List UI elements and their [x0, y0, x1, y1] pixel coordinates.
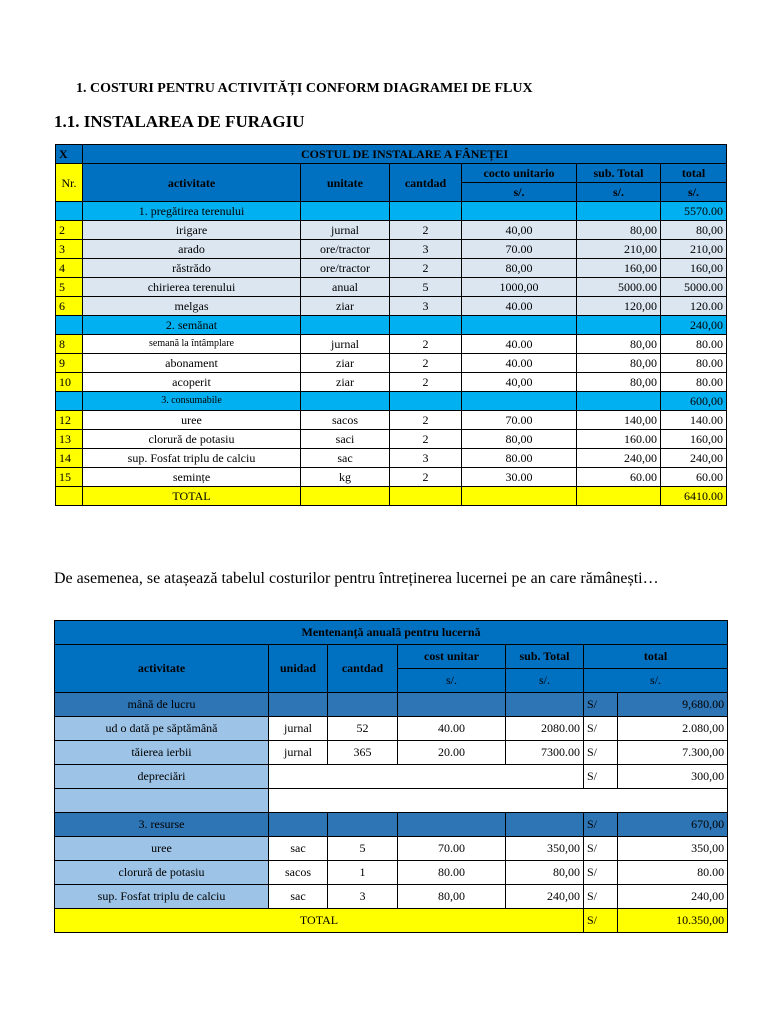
table-row [56, 297, 727, 316]
row-unitate: saci [301, 430, 390, 449]
row-sub-total: 210,00 [577, 240, 661, 259]
table-row [56, 259, 727, 278]
row-currency: S/ [584, 861, 618, 885]
row-sub-total: 240,00 [577, 449, 661, 468]
row-sub-total: 350,00 [506, 837, 584, 861]
row-total: 350,00 [618, 837, 728, 861]
row-empty-merged [269, 765, 584, 789]
table-row [56, 411, 727, 430]
row-unidad [269, 693, 328, 717]
row-currency: S/ [584, 813, 618, 837]
row-unitate: ziar [301, 297, 390, 316]
row-sub-total: 80,00 [577, 221, 661, 240]
header-total: total [661, 164, 727, 183]
row-currency: S/ [584, 717, 618, 741]
row-total: 80.00 [618, 861, 728, 885]
row-nr: 14 [56, 449, 83, 468]
row-nr: 13 [56, 430, 83, 449]
table-row [56, 278, 727, 297]
table-row [56, 373, 727, 392]
row-currency: S/ [584, 885, 618, 909]
row-cantdad [390, 202, 462, 221]
row-activitate: sup. Fosfat triplu de calciu [55, 885, 269, 909]
row-activitate-empty [55, 789, 269, 813]
row-total: 160,00 [661, 259, 727, 278]
row-unitate: ore/tractor [301, 240, 390, 259]
row-currency: S/ [584, 741, 618, 765]
total-spacer [301, 487, 390, 506]
table2-title: Mentenanță anuală pentru lucernă [55, 621, 728, 645]
row-sub-total: 80,00 [506, 861, 584, 885]
row-sub [506, 813, 584, 837]
header-currency: s/. [661, 183, 727, 202]
row-cost-unitar: 40.00 [398, 717, 506, 741]
row-sub-total: 80,00 [577, 335, 661, 354]
table-row [56, 240, 727, 259]
row-nr: 9 [56, 354, 83, 373]
row-unidad: jurnal [269, 741, 328, 765]
row-cost-unitar: 70.00 [398, 837, 506, 861]
row-unitate [301, 316, 390, 335]
row-cost-unitario: 40.00 [462, 354, 577, 373]
row-cantdad: 3 [328, 885, 398, 909]
row-cantdad: 52 [328, 717, 398, 741]
row-sub-total: 80,00 [577, 373, 661, 392]
row-total: 140.00 [661, 411, 727, 430]
row-currency: S/ [584, 837, 618, 861]
row-unidad [269, 813, 328, 837]
row-total: 80.00 [661, 373, 727, 392]
maintenance-cost-table [54, 620, 728, 933]
row-activitate: abonament [83, 354, 301, 373]
row-unitate: ziar [301, 354, 390, 373]
row-nr [56, 316, 83, 335]
row-cantdad: 2 [390, 354, 462, 373]
row-sub-total: 160,00 [577, 259, 661, 278]
row-unidad: sac [269, 885, 328, 909]
row-nr [56, 202, 83, 221]
table-row [56, 430, 727, 449]
row-activitate: mână de lucru [55, 693, 269, 717]
row-total: 210,00 [661, 240, 727, 259]
header-total: total [584, 645, 728, 669]
row-nr: 10 [56, 373, 83, 392]
row-nr: 6 [56, 297, 83, 316]
row-activitate: semană la întâmplare [83, 335, 301, 354]
row-unidad: sac [269, 837, 328, 861]
table1-header-row [56, 164, 727, 183]
table-row [56, 202, 727, 221]
table-row [56, 335, 727, 354]
row-nr: 15 [56, 468, 83, 487]
row-empty-merged [269, 789, 728, 813]
table1-total-row [56, 487, 727, 506]
header-unidad: unidad [269, 645, 328, 693]
row-cantdad: 2 [390, 373, 462, 392]
row-cost-unitario: 1000,00 [462, 278, 577, 297]
row-activitate: 3. consumabile [83, 392, 301, 411]
table-row [55, 813, 728, 837]
table1-x-label: X [56, 145, 83, 164]
header-currency: s/. [577, 183, 661, 202]
row-cantdad: 2 [390, 221, 462, 240]
row-cost-unitario [462, 392, 577, 411]
row-nr: 5 [56, 278, 83, 297]
row-total: 5570.00 [661, 202, 727, 221]
row-sub-total: 120,00 [577, 297, 661, 316]
subsection-heading: 1.1. INSTALAREA DE FURAGIU [54, 112, 305, 131]
header-sub-total: sub. Total [506, 645, 584, 669]
row-unidad: jurnal [269, 717, 328, 741]
row-cantdad: 3 [390, 240, 462, 259]
row-cost-unitar: 80,00 [398, 885, 506, 909]
row-unidad: sacos [269, 861, 328, 885]
row-unitate [301, 392, 390, 411]
header-currency: s/. [584, 669, 728, 693]
intro-paragraph: De asemenea, se atașează tabelul costurilor pentru întreținerea lucernei pe an care rămânești… [54, 570, 659, 587]
row-cantdad: 2 [390, 411, 462, 430]
row-cantdad: 1 [328, 861, 398, 885]
row-unitate: sacos [301, 411, 390, 430]
row-activitate: uree [83, 411, 301, 430]
row-cant [328, 813, 398, 837]
total-currency: S/ [584, 909, 618, 933]
row-total: 300,00 [618, 765, 728, 789]
row-activitate: clorură de potasiu [55, 861, 269, 885]
row-activitate: irigare [83, 221, 301, 240]
row-cost-unitario: 40.00 [462, 335, 577, 354]
row-sub-total: 2080.00 [506, 717, 584, 741]
table-row [55, 765, 728, 789]
row-unitate: jurnal [301, 221, 390, 240]
header-cantdad: cantdad [328, 645, 398, 693]
row-total: 240,00 [661, 449, 727, 468]
row-unitate: sac [301, 449, 390, 468]
row-total: 80.00 [661, 335, 727, 354]
row-unitate: kg [301, 468, 390, 487]
row-activitate: acoperit [83, 373, 301, 392]
header-currency: s/. [506, 669, 584, 693]
table1-title-row [56, 145, 727, 164]
row-cost-unitario: 80,00 [462, 430, 577, 449]
row-activitate: 1. pregătirea terenului [83, 202, 301, 221]
table-row [55, 741, 728, 765]
row-sub-total [577, 316, 661, 335]
row-activitate: sup. Fosfat triplu de calciu [83, 449, 301, 468]
row-cost-unitario: 30.00 [462, 468, 577, 487]
row-cantdad: 3 [390, 449, 462, 468]
row-activitate: 2. semănat [83, 316, 301, 335]
row-total: 120.00 [661, 297, 727, 316]
row-activitate: semințe [83, 468, 301, 487]
row-total: 7.300,00 [618, 741, 728, 765]
total-spacer [390, 487, 462, 506]
row-cantdad: 2 [390, 468, 462, 487]
header-activitate: activitate [55, 645, 269, 693]
row-cost-unitario [462, 316, 577, 335]
row-unitate: ziar [301, 373, 390, 392]
table-row [56, 221, 727, 240]
row-total: 9,680.00 [618, 693, 728, 717]
row-cantdad [390, 392, 462, 411]
row-sub-total: 140,00 [577, 411, 661, 430]
row-total: 670,00 [618, 813, 728, 837]
row-unitate: anual [301, 278, 390, 297]
row-nr: 3 [56, 240, 83, 259]
table-row [55, 837, 728, 861]
total-label: TOTAL [83, 487, 301, 506]
row-sub-total: 80,00 [577, 354, 661, 373]
row-cant [328, 693, 398, 717]
row-activitate: chirierea terenului [83, 278, 301, 297]
section-heading: 1. COSTURI PENTRU ACTIVITĂȚI CONFORM DIAGRAMEI DE FLUX [76, 81, 533, 96]
header-activitate: activitate [83, 164, 301, 202]
row-cost [398, 813, 506, 837]
table-row [56, 316, 727, 335]
row-sub-total: 240,00 [506, 885, 584, 909]
row-cost-unitario: 40,00 [462, 373, 577, 392]
table-row [55, 861, 728, 885]
table-row [56, 392, 727, 411]
row-activitate: melgas [83, 297, 301, 316]
total-value: 6410.00 [661, 487, 727, 506]
row-total: 240,00 [661, 316, 727, 335]
header-cost-unitar: cost unitar [398, 645, 506, 669]
table-row [56, 468, 727, 487]
row-cantdad: 5 [328, 837, 398, 861]
row-sub-total [577, 392, 661, 411]
row-cantdad: 2 [390, 259, 462, 278]
row-currency: S/ [584, 765, 618, 789]
row-activitate: răstrădo [83, 259, 301, 278]
row-unitate [301, 202, 390, 221]
header-cost-unitario: cocto unitario [462, 164, 577, 183]
header-sub-total: sub. Total [577, 164, 661, 183]
installation-cost-table [55, 144, 727, 506]
row-total: 80,00 [661, 221, 727, 240]
row-cost-unitario: 80,00 [462, 259, 577, 278]
row-cost-unitario: 70.00 [462, 411, 577, 430]
row-activitate: uree [55, 837, 269, 861]
row-nr: 8 [56, 335, 83, 354]
row-total: 160,00 [661, 430, 727, 449]
row-activitate: arado [83, 240, 301, 259]
row-cost-unitario: 40.00 [462, 297, 577, 316]
header-cantdad: cantdad [390, 164, 462, 202]
row-nr [56, 392, 83, 411]
row-cost-unitar: 20.00 [398, 741, 506, 765]
row-sub [506, 693, 584, 717]
table-row [56, 354, 727, 373]
row-cantdad [390, 316, 462, 335]
table-row [55, 693, 728, 717]
row-cantdad: 2 [390, 430, 462, 449]
row-total: 600,00 [661, 392, 727, 411]
row-total: 2.080,00 [618, 717, 728, 741]
total-value: 10.350,00 [618, 909, 728, 933]
row-nr: 2 [56, 221, 83, 240]
row-sub-total: 160.00 [577, 430, 661, 449]
row-activitate: clorură de potasiu [83, 430, 301, 449]
table-row [55, 789, 728, 813]
row-sub-total: 5000.00 [577, 278, 661, 297]
header-currency: s/. [462, 183, 577, 202]
row-cantdad: 365 [328, 741, 398, 765]
row-cost-unitario: 80.00 [462, 449, 577, 468]
row-sub-total [577, 202, 661, 221]
header-unitate: unitate [301, 164, 390, 202]
total-spacer [462, 487, 577, 506]
total-spacer [56, 487, 83, 506]
row-total: 60.00 [661, 468, 727, 487]
table-row [56, 449, 727, 468]
table2-total-row [55, 909, 728, 933]
row-activitate: 3. resurse [55, 813, 269, 837]
table1-title: COSTUL DE INSTALARE A FÂNEȚEI [83, 145, 727, 164]
row-sub-total: 60.00 [577, 468, 661, 487]
header-nr: Nr. [56, 164, 83, 202]
row-cantdad: 2 [390, 335, 462, 354]
total-label: TOTAL [55, 909, 584, 933]
table2-header-row [55, 645, 728, 669]
row-activitate: tăierea ierbii [55, 741, 269, 765]
row-sub-total: 7300.00 [506, 741, 584, 765]
header-currency: s/. [398, 669, 506, 693]
row-total: 80.00 [661, 354, 727, 373]
row-cost-unitar: 80.00 [398, 861, 506, 885]
total-spacer [577, 487, 661, 506]
row-unitate: ore/tractor [301, 259, 390, 278]
table-row [55, 885, 728, 909]
row-currency: S/ [584, 693, 618, 717]
row-cost-unitario: 70.00 [462, 240, 577, 259]
table-row [55, 717, 728, 741]
row-cantdad: 3 [390, 297, 462, 316]
row-total: 5000.00 [661, 278, 727, 297]
row-cost [398, 693, 506, 717]
row-cantdad: 5 [390, 278, 462, 297]
row-unitate: jurnal [301, 335, 390, 354]
row-cost-unitario [462, 202, 577, 221]
table2-title-row [55, 621, 728, 645]
row-total: 240,00 [618, 885, 728, 909]
row-activitate: ud o dată pe săptămână [55, 717, 269, 741]
row-nr: 4 [56, 259, 83, 278]
row-nr: 12 [56, 411, 83, 430]
row-cost-unitario: 40,00 [462, 221, 577, 240]
row-activitate: depreciări [55, 765, 269, 789]
